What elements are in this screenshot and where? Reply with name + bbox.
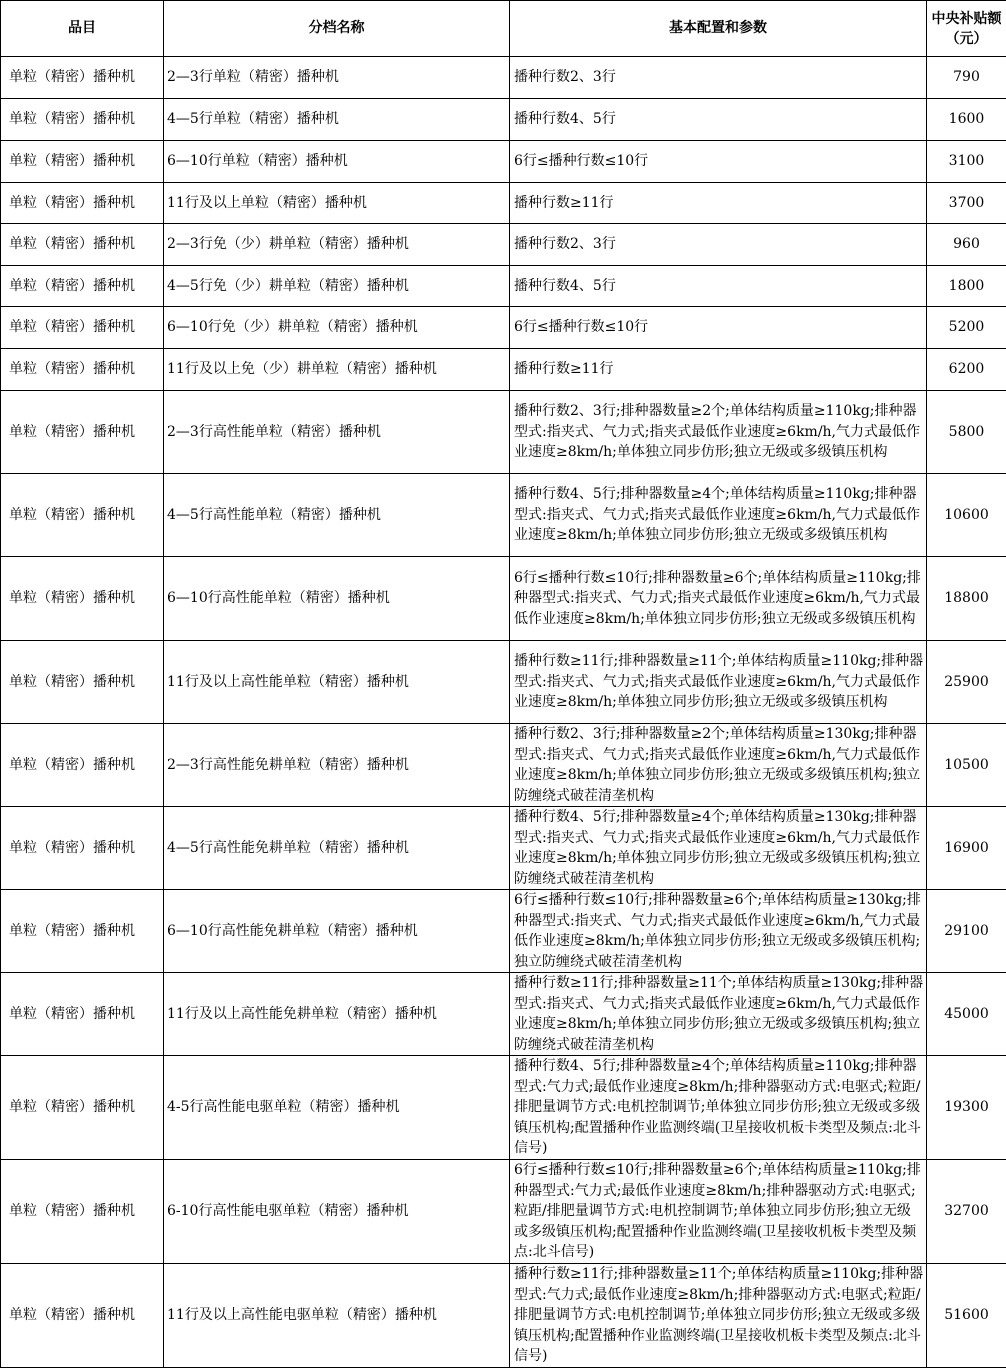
item-cell: 单粒（精密）播种机 <box>1 141 164 183</box>
subsidy-cell: 32700 <box>927 1160 1006 1264</box>
config-cell: 播种行数4、5行 <box>510 266 927 307</box>
item-cell: 单粒（精密）播种机 <box>1 349 164 391</box>
item-cell: 单粒（精密）播种机 <box>1 307 164 349</box>
config-cell: 播种行数2、3行 <box>510 224 927 266</box>
config-cell: 播种行数4、5行;排种器数量≥4个;单体结构质量≥110kg;排种器型式:指夹式、气力式;指夹式最低作业速度≥6km/h,气力式最低作业速度≥8km/h;单体独立同步仿形;独立无级或多级镇压机构 <box>510 474 927 557</box>
item-cell: 单粒（精密）播种机 <box>1 1264 164 1368</box>
table-row <box>1 307 1006 349</box>
tier-name-cell: 2—3行免（少）耕单粒（精密）播种机 <box>164 224 510 266</box>
subsidy-cell: 10600 <box>927 474 1006 557</box>
config-cell: 播种行数≥11行;排种器数量≥11个;单体结构质量≥110kg;排种器型式:气力式;最低作业速度≥8km/h;排种器驱动方式:电驱式;粒距/排肥量调节方式:电机控制调节;单体独立同步仿形;独立无级或多级镇压机构;配置播种作业监测终端(卫星接收机板卡类型及频点:北斗信号) <box>510 1264 927 1368</box>
table-row <box>1 1056 1006 1160</box>
item-cell: 单粒（精密）播种机 <box>1 266 164 307</box>
tier-name-cell: 2—3行单粒（精密）播种机 <box>164 57 510 99</box>
table-row <box>1 474 1006 557</box>
subsidy-cell: 1600 <box>927 99 1006 141</box>
tier-name-cell: 4—5行免（少）耕单粒（精密）播种机 <box>164 266 510 307</box>
tier-name-cell: 4-5行高性能电驱单粒（精密）播种机 <box>164 1056 510 1160</box>
config-cell: 播种行数≥11行;排种器数量≥11个;单体结构质量≥130kg;排种器型式:指夹式、气力式;指夹式最低作业速度≥6km/h,气力式最低作业速度≥8km/h;单体独立同步仿形;独立无级或多级镇压机构;独立防缠绕式破茬清垄机构 <box>510 973 927 1056</box>
config-cell: 播种行数2、3行 <box>510 57 927 99</box>
table-row <box>1 973 1006 1056</box>
tier-name-cell: 11行及以上高性能单粒（精密）播种机 <box>164 641 510 724</box>
config-cell: 6行≤播种行数≤10行;排种器数量≥6个;单体结构质量≥130kg;排种器型式:指夹式、气力式;指夹式最低作业速度≥6km/h,气力式最低作业速度≥8km/h;单体独立同步仿形;独立无级或多级镇压机构;独立防缠绕式破茬清垄机构 <box>510 890 927 973</box>
subsidy-cell: 18800 <box>927 557 1006 641</box>
header-subsidy: 中央补贴额（元） <box>927 1 1006 57</box>
subsidy-cell: 6200 <box>927 349 1006 391</box>
config-cell: 播种行数4、5行;排种器数量≥4个;单体结构质量≥110kg;排种器型式:气力式;最低作业速度≥8km/h;排种器驱动方式:电驱式;粒距/排肥量调节方式:电机控制调节;单体独立同步仿形;独立无级或多级镇压机构;配置播种作业监测终端(卫星接收机板卡类型及频点:北斗信号) <box>510 1056 927 1160</box>
item-cell: 单粒（精密）播种机 <box>1 724 164 807</box>
table-row <box>1 266 1006 307</box>
subsidy-cell: 3700 <box>927 183 1006 224</box>
subsidy-cell: 19300 <box>927 1056 1006 1160</box>
config-cell: 播种行数4、5行 <box>510 99 927 141</box>
table-row <box>1 224 1006 266</box>
subsidy-cell: 3100 <box>927 141 1006 183</box>
tier-name-cell: 4—5行高性能免耕单粒（精密）播种机 <box>164 807 510 890</box>
table-row <box>1 1160 1006 1264</box>
subsidy-cell: 45000 <box>927 973 1006 1056</box>
header-item: 品目 <box>1 1 164 57</box>
tier-name-cell: 2—3行高性能单粒（精密）播种机 <box>164 391 510 474</box>
config-cell: 播种行数2、3行;排种器数量≥2个;单体结构质量≥130kg;排种器型式:指夹式、气力式;指夹式最低作业速度≥6km/h,气力式最低作业速度≥8km/h;单体独立同步仿形;独立无级或多级镇压机构;独立防缠绕式破茬清垄机构 <box>510 724 927 807</box>
tier-name-cell: 4—5行高性能单粒（精密）播种机 <box>164 474 510 557</box>
tier-name-cell: 6—10行单粒（精密）播种机 <box>164 141 510 183</box>
tier-name-cell: 6—10行高性能单粒（精密）播种机 <box>164 557 510 641</box>
table-row <box>1 1264 1006 1368</box>
config-cell: 6行≤播种行数≤10行 <box>510 141 927 183</box>
config-cell: 6行≤播种行数≤10行;排种器数量≥6个;单体结构质量≥110kg;排种器型式:气力式;最低作业速度≥8km/h;排种器驱动方式:电驱式;粒距/排肥量调节方式:电机控制调节;单体独立同步仿形;独立无级或多级镇压机构;配置播种作业监测终端(卫星接收机板卡类型及频点:北斗信号) <box>510 1160 927 1264</box>
subsidy-cell: 5200 <box>927 307 1006 349</box>
config-cell: 6行≤播种行数≤10行 <box>510 307 927 349</box>
subsidy-cell: 51600 <box>927 1264 1006 1368</box>
tier-name-cell: 4—5行单粒（精密）播种机 <box>164 99 510 141</box>
table-row <box>1 141 1006 183</box>
table-row <box>1 641 1006 724</box>
config-cell: 播种行数≥11行;排种器数量≥11个;单体结构质量≥110kg;排种器型式:指夹式、气力式;指夹式最低作业速度≥6km/h,气力式最低作业速度≥8km/h;单体独立同步仿形;独立无级或多级镇压机构 <box>510 641 927 724</box>
config-cell: 播种行数≥11行 <box>510 183 927 224</box>
table-row <box>1 99 1006 141</box>
item-cell: 单粒（精密）播种机 <box>1 391 164 474</box>
item-cell: 单粒（精密）播种机 <box>1 183 164 224</box>
tier-name-cell: 11行及以上高性能电驱单粒（精密）播种机 <box>164 1264 510 1368</box>
table-row <box>1 557 1006 641</box>
subsidy-cell: 5800 <box>927 391 1006 474</box>
header-tier-name: 分档名称 <box>164 1 510 57</box>
tier-name-cell: 11行及以上高性能免耕单粒（精密）播种机 <box>164 973 510 1056</box>
tier-name-cell: 2—3行高性能免耕单粒（精密）播种机 <box>164 724 510 807</box>
table-row <box>1 391 1006 474</box>
item-cell: 单粒（精密）播种机 <box>1 57 164 99</box>
header-row <box>1 1 1006 57</box>
tier-name-cell: 6—10行高性能免耕单粒（精密）播种机 <box>164 890 510 973</box>
item-cell: 单粒（精密）播种机 <box>1 99 164 141</box>
item-cell: 单粒（精密）播种机 <box>1 474 164 557</box>
item-cell: 单粒（精密）播种机 <box>1 807 164 890</box>
item-cell: 单粒（精密）播种机 <box>1 1160 164 1264</box>
item-cell: 单粒（精密）播种机 <box>1 1056 164 1160</box>
header-config: 基本配置和参数 <box>510 1 927 57</box>
table-row <box>1 349 1006 391</box>
tier-name-cell: 11行及以上免（少）耕单粒（精密）播种机 <box>164 349 510 391</box>
table-row <box>1 724 1006 807</box>
table-row <box>1 57 1006 99</box>
item-cell: 单粒（精密）播种机 <box>1 224 164 266</box>
item-cell: 单粒（精密）播种机 <box>1 557 164 641</box>
subsidy-cell: 25900 <box>927 641 1006 724</box>
item-cell: 单粒（精密）播种机 <box>1 973 164 1056</box>
item-cell: 单粒（精密）播种机 <box>1 641 164 724</box>
subsidy-cell: 29100 <box>927 890 1006 973</box>
subsidy-cell: 790 <box>927 57 1006 99</box>
table-row <box>1 890 1006 973</box>
subsidy-cell: 1800 <box>927 266 1006 307</box>
config-cell: 播种行数4、5行;排种器数量≥4个;单体结构质量≥130kg;排种器型式:指夹式、气力式;指夹式最低作业速度≥6km/h,气力式最低作业速度≥8km/h;单体独立同步仿形;独立无级或多级镇压机构;独立防缠绕式破茬清垄机构 <box>510 807 927 890</box>
config-cell: 6行≤播种行数≤10行;排种器数量≥6个;单体结构质量≥110kg;排种器型式:指夹式、气力式;指夹式最低作业速度≥6km/h,气力式最低作业速度≥8km/h;单体独立同步仿形;独立无级或多级镇压机构 <box>510 557 927 641</box>
item-cell: 单粒（精密）播种机 <box>1 890 164 973</box>
config-cell: 播种行数≥11行 <box>510 349 927 391</box>
table-row <box>1 807 1006 890</box>
config-cell: 播种行数2、3行;排种器数量≥2个;单体结构质量≥110kg;排种器型式:指夹式、气力式;指夹式最低作业速度≥6km/h,气力式最低作业速度≥8km/h;单体独立同步仿形;独立无级或多级镇压机构 <box>510 391 927 474</box>
subsidy-cell: 16900 <box>927 807 1006 890</box>
tier-name-cell: 6—10行免（少）耕单粒（精密）播种机 <box>164 307 510 349</box>
tier-name-cell: 11行及以上单粒（精密）播种机 <box>164 183 510 224</box>
tier-name-cell: 6-10行高性能电驱单粒（精密）播种机 <box>164 1160 510 1264</box>
table-row <box>1 183 1006 224</box>
subsidy-cell: 960 <box>927 224 1006 266</box>
subsidy-cell: 10500 <box>927 724 1006 807</box>
